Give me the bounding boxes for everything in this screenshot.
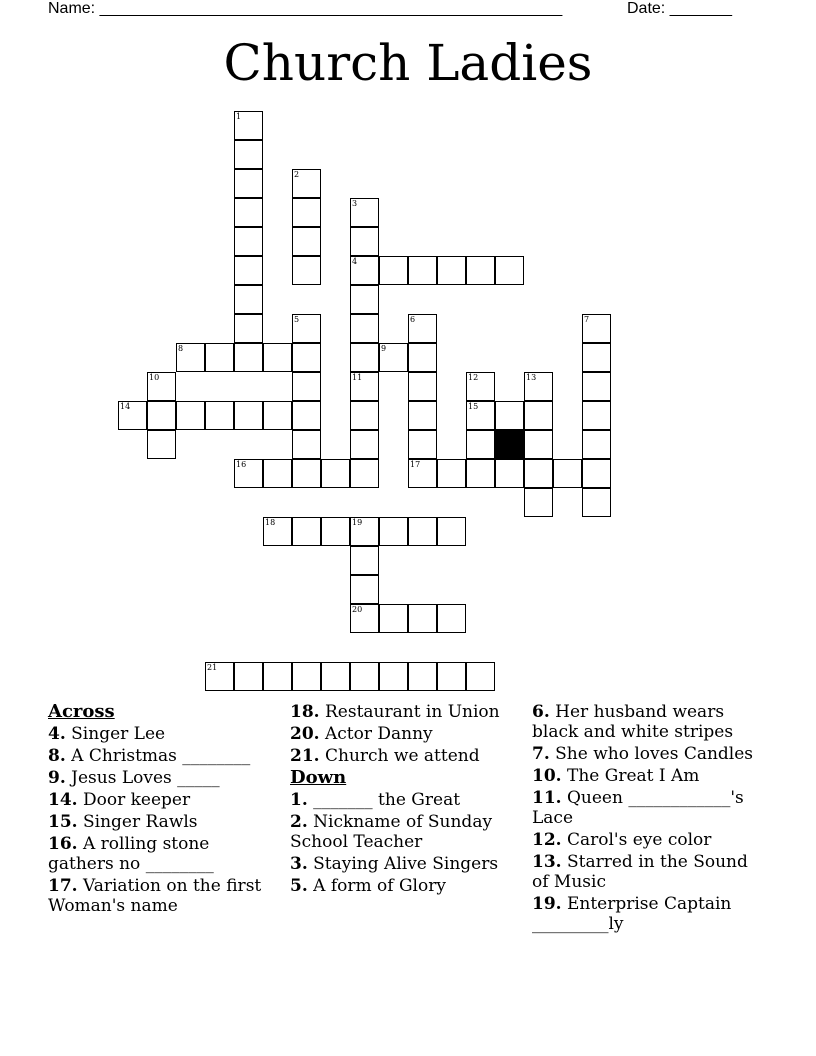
grid-cell[interactable] bbox=[350, 401, 379, 430]
grid-cell[interactable] bbox=[408, 459, 437, 488]
clue-number: 5 bbox=[294, 315, 300, 324]
clue-number: 19 bbox=[352, 518, 363, 527]
grid-cell[interactable] bbox=[379, 604, 408, 633]
clue-number: 2 bbox=[294, 170, 300, 179]
clue-down-12: 12. Carol's eye color bbox=[532, 830, 712, 850]
grid-cell[interactable] bbox=[147, 401, 176, 430]
grid-cell[interactable] bbox=[437, 662, 466, 691]
grid-cell[interactable] bbox=[466, 256, 495, 285]
grid-cell[interactable] bbox=[350, 517, 379, 546]
grid-cell[interactable] bbox=[495, 401, 524, 430]
grid-cell[interactable] bbox=[292, 198, 321, 227]
grid-cell[interactable] bbox=[350, 256, 379, 285]
grid-cell[interactable] bbox=[466, 401, 495, 430]
grid-cell[interactable] bbox=[118, 401, 147, 430]
grid-cell[interactable] bbox=[205, 343, 234, 372]
grid-cell[interactable] bbox=[408, 256, 437, 285]
grid-cell[interactable] bbox=[292, 430, 321, 459]
grid-cell[interactable] bbox=[263, 459, 292, 488]
clue-number: 1 bbox=[236, 112, 242, 121]
clue-number: 18 bbox=[265, 518, 276, 527]
clue-across-21: 21. Church we attend bbox=[290, 746, 480, 766]
grid-cell[interactable] bbox=[582, 372, 611, 401]
down-heading: Down bbox=[290, 767, 347, 788]
grid-cell[interactable] bbox=[437, 517, 466, 546]
clue-down-10: 10. The Great I Am bbox=[532, 766, 700, 786]
grid-cell[interactable] bbox=[466, 662, 495, 691]
grid-cell[interactable] bbox=[379, 517, 408, 546]
clues-column-1 bbox=[48, 702, 276, 918]
grid-block bbox=[495, 430, 524, 459]
clue-number: 12 bbox=[468, 373, 479, 382]
clue-down-5: 5. A form of Glory bbox=[290, 876, 446, 896]
grid-cell[interactable] bbox=[234, 111, 263, 140]
across-heading: Across bbox=[48, 701, 115, 722]
grid-cell[interactable] bbox=[147, 372, 176, 401]
clue-across-14: 14. Door keeper bbox=[48, 790, 191, 810]
clue-across-9: 9. Jesus Loves _____ bbox=[48, 768, 220, 788]
clues-column-3 bbox=[532, 702, 762, 936]
clues-column-2 bbox=[290, 702, 520, 898]
grid-cell[interactable] bbox=[292, 169, 321, 198]
grid-cell[interactable] bbox=[350, 546, 379, 575]
grid-cell[interactable] bbox=[466, 372, 495, 401]
grid-cell[interactable] bbox=[408, 662, 437, 691]
clue-number: 11 bbox=[352, 373, 363, 382]
grid-cell[interactable] bbox=[263, 517, 292, 546]
clue-down-13: 13. Starred in the Sound of Music bbox=[532, 852, 748, 892]
grid-cell[interactable] bbox=[379, 343, 408, 372]
grid-cell[interactable] bbox=[234, 401, 263, 430]
grid-cell[interactable] bbox=[234, 459, 263, 488]
grid-cell[interactable] bbox=[321, 517, 350, 546]
grid-cell[interactable] bbox=[437, 604, 466, 633]
clue-number: 20 bbox=[352, 605, 363, 614]
grid-cell[interactable] bbox=[292, 227, 321, 256]
grid-cell[interactable] bbox=[234, 343, 263, 372]
clue-across-17: 17. Variation on the first Woman's name bbox=[48, 876, 262, 916]
clue-number: 6 bbox=[410, 315, 416, 324]
grid-cell[interactable] bbox=[350, 662, 379, 691]
grid-cell[interactable] bbox=[408, 430, 437, 459]
grid-cell[interactable] bbox=[292, 372, 321, 401]
grid-cell[interactable] bbox=[408, 343, 437, 372]
clue-number: 9 bbox=[381, 344, 387, 353]
clue-number: 16 bbox=[236, 460, 247, 469]
grid-cell[interactable] bbox=[408, 314, 437, 343]
clue-across-4: 4. Singer Lee bbox=[48, 724, 166, 744]
grid-cell[interactable] bbox=[350, 430, 379, 459]
grid-cell[interactable] bbox=[466, 430, 495, 459]
grid-cell[interactable] bbox=[437, 459, 466, 488]
grid-cell[interactable] bbox=[524, 459, 553, 488]
clue-across-18: 18. Restaurant in Union bbox=[290, 702, 500, 722]
clue-down-19: 19. Enterprise Captain _________ly bbox=[532, 894, 732, 934]
grid-cell[interactable] bbox=[408, 517, 437, 546]
grid-cell[interactable] bbox=[379, 662, 408, 691]
grid-cell[interactable] bbox=[234, 140, 263, 169]
grid-cell[interactable] bbox=[292, 517, 321, 546]
clue-number: 4 bbox=[352, 257, 358, 266]
clue-down-2: 2. Nickname of Sunday School Teacher bbox=[290, 812, 493, 852]
grid-cell[interactable] bbox=[524, 372, 553, 401]
page-title: Church Ladies bbox=[223, 34, 593, 92]
grid-cell[interactable] bbox=[292, 343, 321, 372]
clue-number: 21 bbox=[207, 663, 218, 672]
grid-cell[interactable] bbox=[234, 256, 263, 285]
grid-cell[interactable] bbox=[350, 459, 379, 488]
grid-cell[interactable] bbox=[495, 256, 524, 285]
grid-cell[interactable] bbox=[176, 343, 205, 372]
grid-cell[interactable] bbox=[582, 401, 611, 430]
clue-down-6: 6. Her husband wears black and white stripes bbox=[532, 702, 734, 742]
grid-cell[interactable] bbox=[495, 459, 524, 488]
grid-cell[interactable] bbox=[408, 604, 437, 633]
grid-cell[interactable] bbox=[379, 256, 408, 285]
grid-cell[interactable] bbox=[466, 459, 495, 488]
grid-cell[interactable] bbox=[234, 662, 263, 691]
grid-cell[interactable] bbox=[350, 198, 379, 227]
clue-number: 10 bbox=[149, 373, 160, 382]
grid-cell[interactable] bbox=[408, 372, 437, 401]
clue-across-8: 8. A Christmas ________ bbox=[48, 746, 251, 766]
clue-across-16: 16. A rolling stone gathers no ________ bbox=[48, 834, 214, 874]
grid-cell[interactable] bbox=[292, 314, 321, 343]
clue-number: 7 bbox=[584, 315, 590, 324]
grid-cell[interactable] bbox=[437, 256, 466, 285]
grid-cell[interactable] bbox=[350, 343, 379, 372]
clue-number: 3 bbox=[352, 199, 358, 208]
grid-cell[interactable] bbox=[263, 343, 292, 372]
grid-cell[interactable] bbox=[350, 285, 379, 314]
clue-number: 8 bbox=[178, 344, 184, 353]
grid-cell[interactable] bbox=[582, 430, 611, 459]
grid-cell[interactable] bbox=[234, 169, 263, 198]
name-field[interactable]: Name: ____________________________________________________ bbox=[48, 0, 563, 17]
date-field[interactable]: Date: _______ bbox=[627, 0, 732, 17]
clue-down-3: 3. Staying Alive Singers bbox=[290, 854, 499, 874]
clue-down-7: 7. She who loves Candles bbox=[532, 744, 754, 764]
grid-cell[interactable] bbox=[292, 459, 321, 488]
grid-cell[interactable] bbox=[263, 662, 292, 691]
grid-cell[interactable] bbox=[234, 198, 263, 227]
clue-number: 15 bbox=[468, 402, 479, 411]
grid-cell[interactable] bbox=[321, 459, 350, 488]
grid-cell[interactable] bbox=[234, 314, 263, 343]
grid-cell[interactable] bbox=[524, 488, 553, 517]
grid-cell[interactable] bbox=[234, 285, 263, 314]
grid-cell[interactable] bbox=[582, 314, 611, 343]
grid-cell[interactable] bbox=[205, 662, 234, 691]
grid-cell[interactable] bbox=[263, 401, 292, 430]
grid-cell[interactable] bbox=[205, 401, 234, 430]
grid-cell[interactable] bbox=[350, 604, 379, 633]
grid-cell[interactable] bbox=[524, 401, 553, 430]
clue-across-15: 15. Singer Rawls bbox=[48, 812, 198, 832]
grid-cell[interactable] bbox=[582, 459, 611, 488]
grid-cell[interactable] bbox=[292, 256, 321, 285]
clue-number: 14 bbox=[120, 402, 131, 411]
grid-cell[interactable] bbox=[350, 372, 379, 401]
grid-cell[interactable] bbox=[234, 227, 263, 256]
grid-cell[interactable] bbox=[582, 488, 611, 517]
clue-number: 17 bbox=[410, 460, 421, 469]
grid-cell[interactable] bbox=[321, 662, 350, 691]
clue-down-1: 1. _______ the Great bbox=[290, 790, 461, 810]
clue-number: 13 bbox=[526, 373, 537, 382]
grid-cell[interactable] bbox=[582, 343, 611, 372]
grid-cell[interactable] bbox=[176, 401, 205, 430]
grid-cell[interactable] bbox=[147, 430, 176, 459]
grid-cell[interactable] bbox=[524, 430, 553, 459]
grid-cell[interactable] bbox=[292, 662, 321, 691]
grid-cell[interactable] bbox=[350, 227, 379, 256]
grid-cell[interactable] bbox=[553, 459, 582, 488]
grid-cell[interactable] bbox=[408, 401, 437, 430]
clue-across-20: 20. Actor Danny bbox=[290, 724, 433, 744]
grid-cell[interactable] bbox=[292, 401, 321, 430]
grid-cell[interactable] bbox=[350, 314, 379, 343]
grid-cell[interactable] bbox=[350, 575, 379, 604]
clue-down-11: 11. Queen ____________'s Lace bbox=[532, 788, 744, 828]
